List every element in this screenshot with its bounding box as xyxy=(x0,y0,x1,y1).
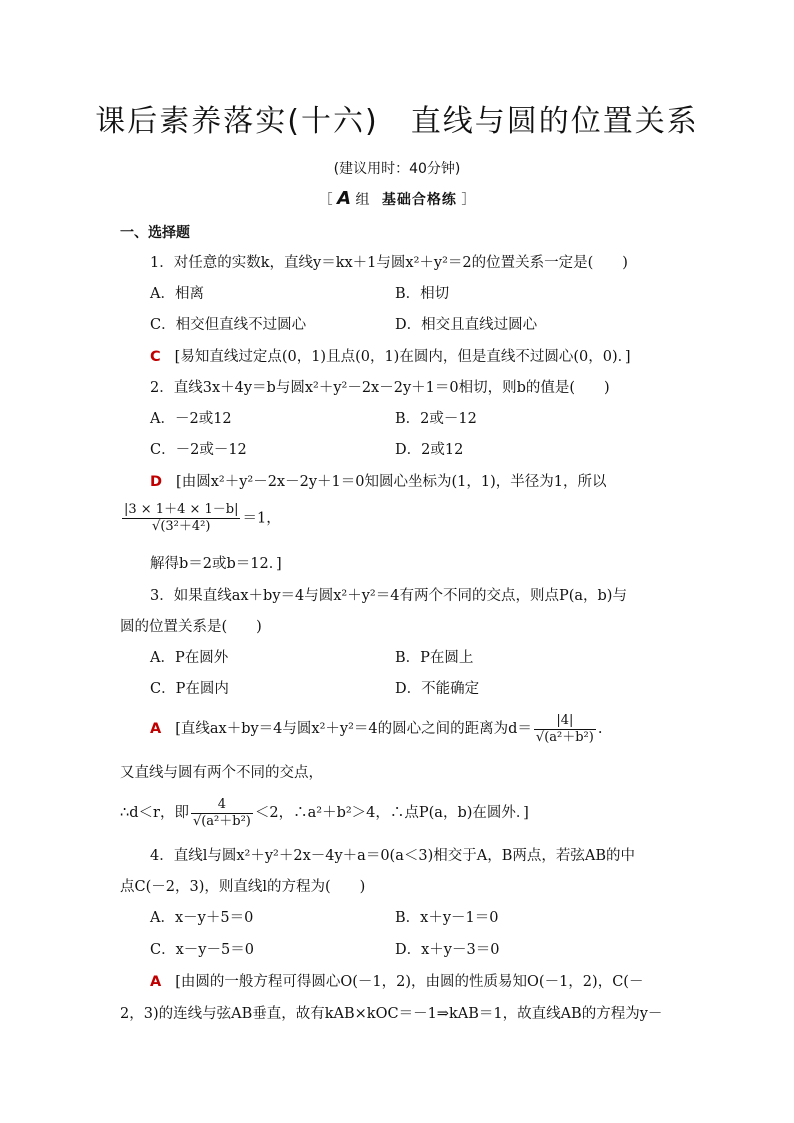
q1-option-d: D．相交且直线过圆心 xyxy=(395,317,538,333)
group-bracket-close: ］ xyxy=(461,192,476,208)
q3-option-d: D．不能确定 xyxy=(395,681,480,697)
q4-answer: A xyxy=(150,974,162,990)
q2-fraction-line xyxy=(120,502,281,535)
q3-inequality-fraction xyxy=(191,797,253,830)
q3-solution: A [直线ax＋by＝4与圆x²＋y²＝4的圆心之间的距离为d＝ $\frac{|4|}{\text{√(a²＋b²)}}$ . xyxy=(150,712,603,745)
suggested-time: (建议用时：40分钟) xyxy=(333,161,461,177)
q1-option-c: C．相交但直线不过圆心 xyxy=(150,317,307,333)
section-heading: 一、选择题 xyxy=(120,225,190,241)
q3-answer: A xyxy=(150,721,162,737)
q4-stem-1: 4．直线l与圆x²＋y²＋2x－4y＋a＝0(a＜3)相交于A，B两点，若弦AB的中 xyxy=(150,848,635,864)
q2-explanation-1: [由圆x²＋y²－2x－2y＋1＝0知圆心坐标为(1，1)，半径为1，所以 xyxy=(176,474,607,490)
q1-option-b: B．相切 xyxy=(395,286,450,302)
q2-fraction-numerator: |3 × 1＋4 × 1－b| xyxy=(124,502,239,517)
group-bracket-open: ［ xyxy=(318,192,333,208)
q2-explanation-2: 解得b＝2或b＝12．] xyxy=(150,556,282,572)
q2-distance-fraction xyxy=(122,502,240,535)
q1-solution xyxy=(150,347,631,367)
q4-option-c: C．x－y－5＝0 xyxy=(150,942,254,958)
q4-explanation-2: 2，3)的连线与弦AB垂直，故有kAB×kOC＝－1⇒kAB＝1，故直线AB的方程为y－ xyxy=(120,1006,663,1022)
group-label: 组 xyxy=(355,192,370,208)
q3-explanation-3 xyxy=(120,796,529,830)
q3-fraction1-numerator: |4| xyxy=(534,713,596,730)
q1-stem: 1．对任意的实数k，直线y＝kx＋1与圆x²＋y²＝2的位置关系一定是( ) xyxy=(150,255,628,271)
q1-option-a: A．相离 xyxy=(150,286,204,302)
group-badge: A xyxy=(337,188,352,209)
q3-explanation-3b: ＜2，∴a²＋b²＞4，∴点P(a，b)在圆外．] xyxy=(254,805,529,821)
q3-option-a: A．P在圆外 xyxy=(150,650,229,666)
q2-stem: 2．直线3x＋4y＝b与圆x²＋y²－2x－2y＋1＝0相切，则b的值是( ) xyxy=(150,380,610,396)
q3-stem-2: 圆的位置关系是( ) xyxy=(120,619,262,635)
q1-explanation: [易知直线过定点(0，1)且点(0，1)在圆内，但是直线不过圆心(0，0)．] xyxy=(174,349,631,365)
q3-explanation-2: 又直线与圆有两个不同的交点， xyxy=(120,765,323,781)
q4-explanation-1: [由圆的一般方程可得圆心O(－1，2)，由圆的性质易知O(－1，2)，C(－ xyxy=(175,974,644,990)
q4-option-b: B．x＋y－1＝0 xyxy=(395,910,499,926)
q4-solution xyxy=(150,972,643,992)
page-title: 课后素养落实(十六) 直线与圆的位置关系 xyxy=(95,104,699,139)
group-heading xyxy=(0,188,794,209)
q3-explanation-3a: ∴d＜r，即 xyxy=(120,805,189,821)
group-name: 基础合格练 xyxy=(381,192,457,208)
q3-explanation-1: [直线ax＋by＝4与圆x²＋y²＝4的圆心之间的距离为d＝ xyxy=(175,721,532,737)
q4-stem-2: 点C(－2，3)，则直线l的方程为( ) xyxy=(120,879,366,895)
q2-option-a: A．－2或12 xyxy=(150,411,232,427)
q2-option-b: B．2或－12 xyxy=(395,411,477,427)
q2-option-d: D．2或12 xyxy=(395,442,464,458)
q2-answer: D xyxy=(150,474,163,490)
q3-option-b: B．P在圆上 xyxy=(395,650,474,666)
q2-fraction-equals: ＝1， xyxy=(242,510,281,527)
q4-option-a: A．x－y＋5＝0 xyxy=(150,910,254,926)
q2-solution xyxy=(150,472,606,492)
q3-option-c: C．P在圆内 xyxy=(150,681,229,697)
q3-fraction1-denominator: √(a²＋b²) xyxy=(535,729,594,745)
q4-option-d: D．x＋y－3＝0 xyxy=(395,942,500,958)
q3-fraction2-numerator: 4 xyxy=(191,797,253,814)
q2-option-c: C．－2或－12 xyxy=(150,442,247,458)
q3-stem-1: 3．如果直线ax＋by＝4与圆x²＋y²＝4有两个不同的交点，则点P(a，b)与 xyxy=(150,588,627,604)
q2-fraction-denominator: √(3²＋4²) xyxy=(152,519,211,534)
q3-fraction2-denominator: √(a²＋b²) xyxy=(192,813,251,829)
q1-answer: C xyxy=(150,349,161,365)
q3-distance-fraction xyxy=(534,713,596,746)
